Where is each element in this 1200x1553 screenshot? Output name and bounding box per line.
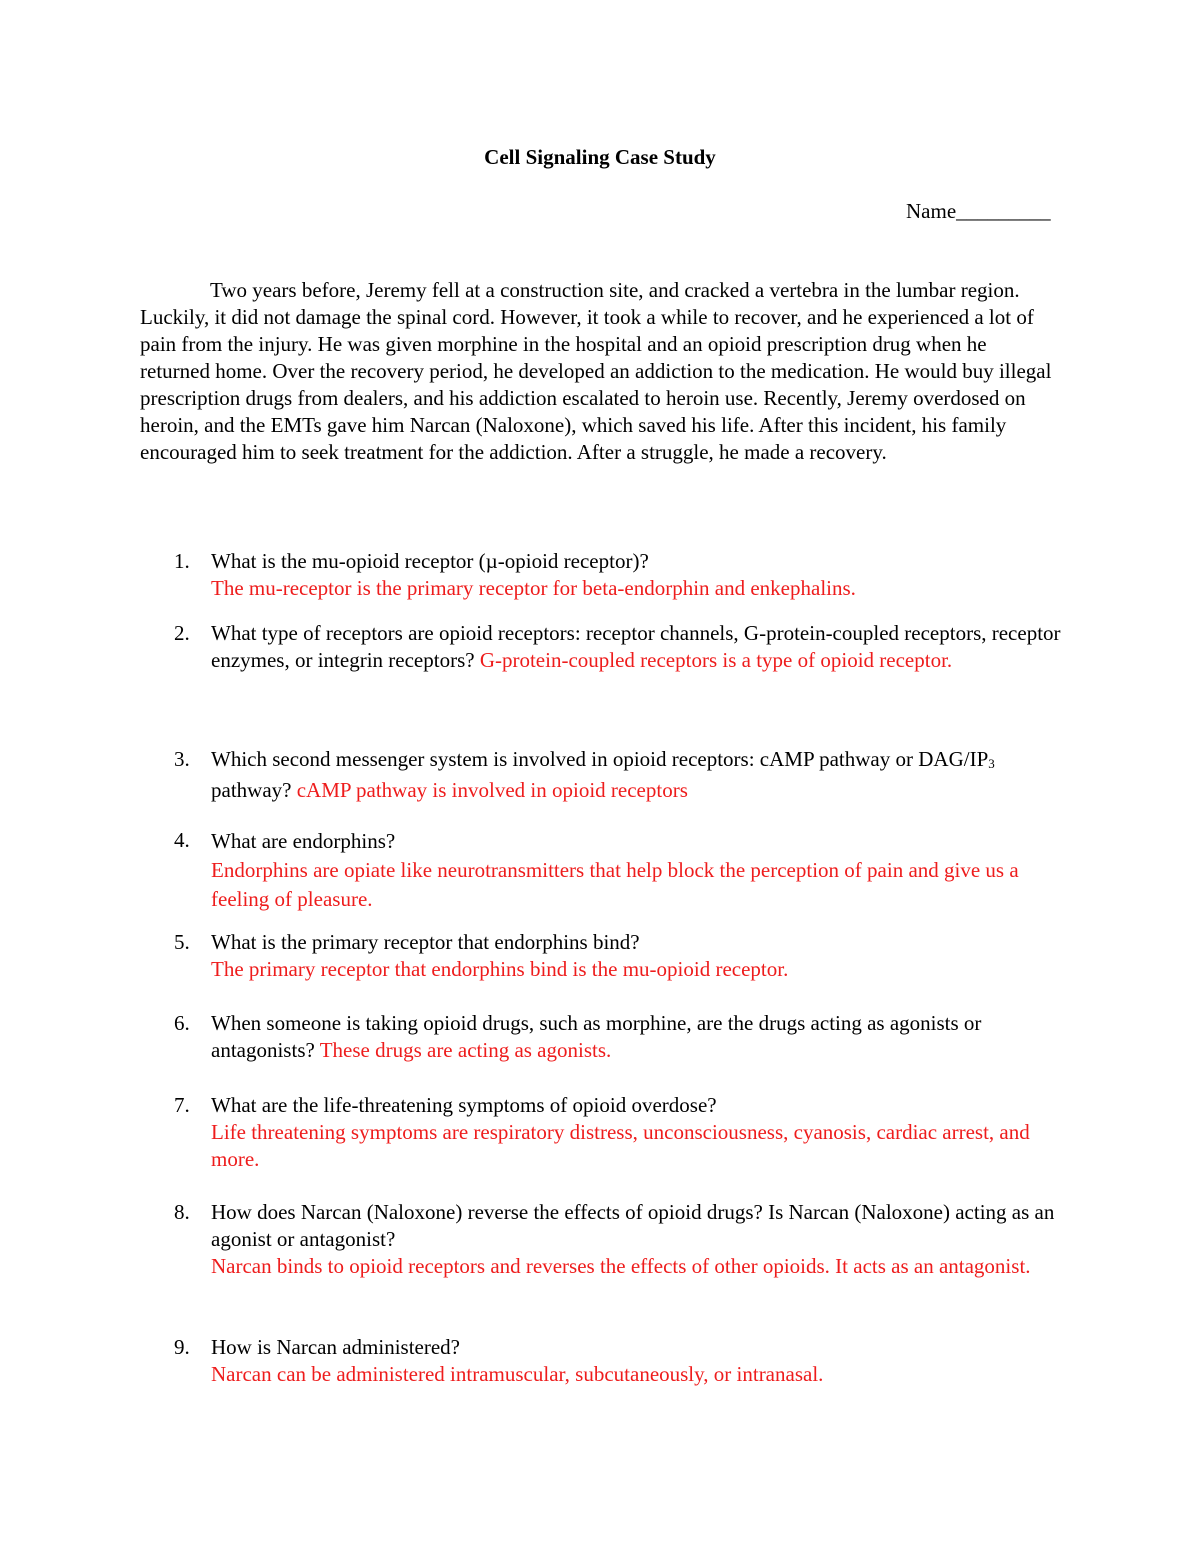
question-number: 2. <box>174 621 190 645</box>
question-number: 4. <box>174 828 190 852</box>
question-text: What is the mu-opioid receptor (µ-opioid receptor)? <box>211 549 649 573</box>
question-number: 5. <box>174 930 190 954</box>
question-text: What type of receptors are opioid receptors: receptor channels, G-protein-coupled receptors, receptor enzymes, or integrin receptors? <box>211 621 1061 672</box>
question-number: 7. <box>174 1093 190 1117</box>
question-text: How does Narcan (Naloxone) reverse the effects of opioid drugs? Is Narcan (Naloxone) acting as an agonist or antagonist? <box>211 1200 1055 1251</box>
answer-text: Life threatening symptoms are respiratory distress, unconsciousness, cyanosis, cardiac arrest, and more. <box>211 1120 1030 1171</box>
question-text: When someone is taking opioid drugs, such as morphine, are the drugs acting as agonists or antagonists? <box>211 1011 982 1062</box>
page-title: Cell Signaling Case Study <box>484 145 716 169</box>
question-text: What is the primary receptor that endorphins bind? <box>211 930 640 954</box>
answer-text: Endorphins are opiate like neurotransmitters that help block the perception of pain and give us a feeling of pleasure. <box>211 858 1019 911</box>
name-field-label: Name_________ <box>906 199 1051 223</box>
question-text: How is Narcan administered? <box>211 1335 460 1359</box>
case-intro-paragraph: Two years before, Jeremy fell at a construction site, and cracked a vertebra in the lumbar region. Luckily, it did not damage the spinal cord. However, it took a while to recover, and he experienced a lot of pain from the injury. He was given morphine in the hospital and an opioid prescription drug when he returned home. Over the recovery period, he developed an addiction to the medication. He would buy illegal prescription drugs from dealers, and his addiction escalated to heroin use. Recently, Jeremy overdosed on heroin, and the EMTs gave him Narcan (Naloxone), which saved his life. After this incident, his family encouraged him to seek treatment for the addiction. After a struggle, he made a recovery. <box>140 278 1052 464</box>
question-text: What are the life-threatening symptoms of opioid overdose? <box>211 1093 717 1117</box>
question-text: What are endorphins? <box>211 829 396 853</box>
answer-text: G-protein-coupled receptors is a type of opioid receptor. <box>479 648 953 672</box>
answer-text: The primary receptor that endorphins bind is the mu-opioid receptor. <box>211 957 789 981</box>
question-number: 9. <box>174 1335 190 1359</box>
answer-text: These drugs are acting as agonists. <box>319 1038 612 1062</box>
answer-text: The mu-receptor is the primary receptor for beta-endorphin and enkephalins. <box>211 576 856 600</box>
question-text: Which second messenger system is involved in opioid receptors: cAMP pathway or DAG/$IP_3$ pathway? <box>211 747 995 802</box>
question-number: 3. <box>174 747 190 771</box>
answer-text: Narcan can be administered intramuscular, subcutaneously, or intranasal. <box>211 1362 824 1386</box>
answer-text: cAMP pathway is involved in opioid receptors <box>296 778 688 802</box>
question-number: 6. <box>174 1011 190 1035</box>
question-number: 1. <box>174 549 190 573</box>
question-number: 8. <box>174 1200 190 1224</box>
answer-text: Narcan binds to opioid receptors and reverses the effects of other opioids. It acts as an antagonist. <box>211 1254 1031 1278</box>
